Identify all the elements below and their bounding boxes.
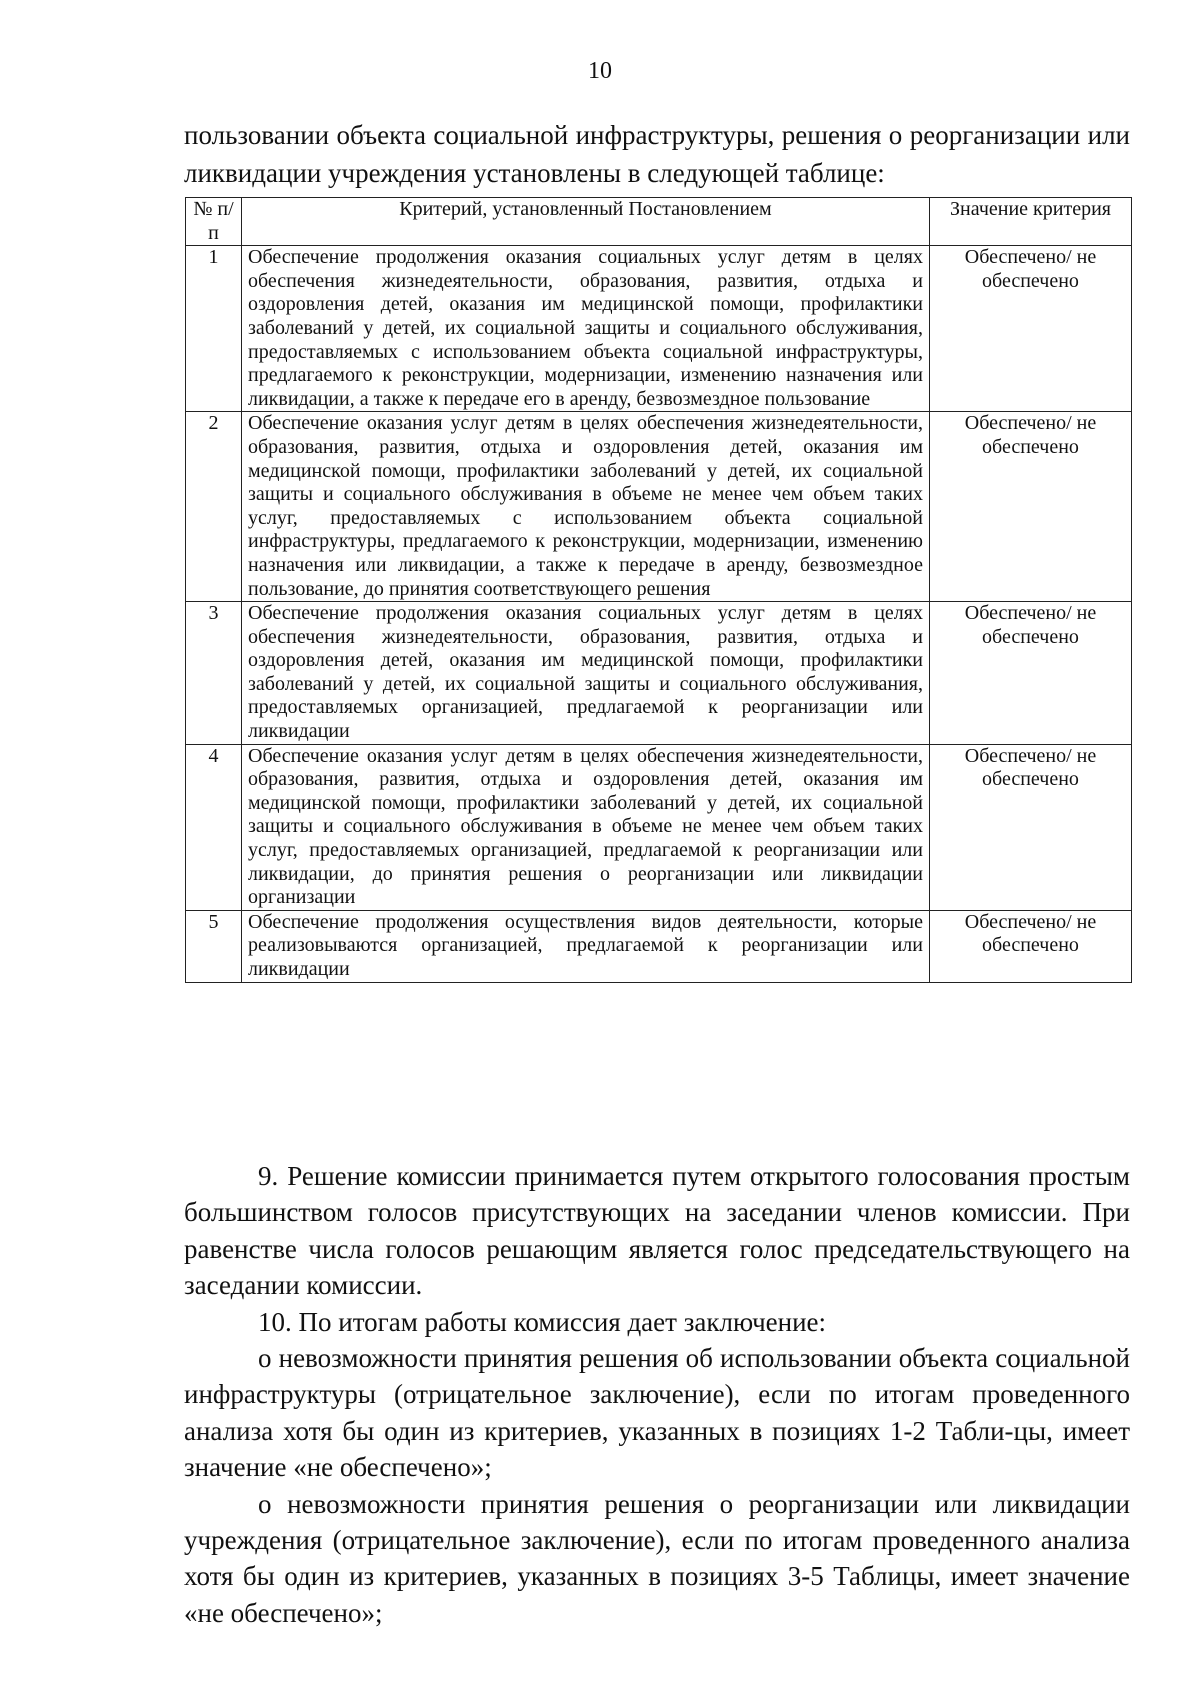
body-text xyxy=(184,1158,1130,1631)
row-value: Обеспечено/ не обеспечено xyxy=(930,246,1132,412)
paragraph-conclusion-infrastructure: о невозможности принятия решения об использовании объекта социальной инфраструктуры (отрицательное заключение), если по итогам проведенного анализа хотя бы один из критериев, указанных в позициях 1-2 Табли-цы, имеет значение «не обеспечено»; xyxy=(184,1343,1130,1483)
row-num: 2 xyxy=(186,412,242,602)
row-value: Обеспечено/ не обеспечено xyxy=(930,744,1132,910)
paragraph-item-9: 9. Решение комиссии принимается путем открытого голосования простым большинством голосов присутствующих на заседании членов комиссии. При равенстве числа голосов решающим является голос председательствующего на заседании комиссии. xyxy=(184,1161,1130,1301)
page-number: 10 xyxy=(588,58,612,84)
table-row xyxy=(186,602,1132,745)
row-criterion: Обеспечение оказания услуг детям в целях обеспечения жизнедеятельности, образования, развития, отдыха и оздоровления детей, оказания им медицинской помощи, профилактики заболеваний у детей, их социальной защиты и социального обслуживания в объеме не менее чем объем таких услуг, предоставляемых с использованием объекта социальной инфраструктуры, предлагаемого к реконструкции, модернизации, изменению назначения или ликвидации, а также к передаче в аренду, безвозмездное пользование, до принятия соответствующего решения xyxy=(242,412,930,602)
header-num: № п/п xyxy=(186,198,242,246)
table-row xyxy=(186,412,1132,602)
paragraph-item-10: 10. По итогам работы комиссия дает заключение: xyxy=(258,1306,827,1337)
row-criterion: Обеспечение продолжения оказания социальных услуг детям в целях обеспечения жизнедеятельности, образования, развития, отдыха и оздоровления детей, оказания им медицинской помощи, профилактики заболеваний у детей, их социальной защиты и социального обслуживания, предоставляемых с использованием объекта социальной инфраструктуры, предлагаемого к реконструкции, модернизации, изменению назначения или ликвидации, а также к передаче его в аренду, безвозмездное пользование xyxy=(242,246,930,412)
table-row xyxy=(186,910,1132,982)
row-criterion: Обеспечение продолжения оказания социальных услуг детям в целях обеспечения жизнедеятельности, образования, развития, отдыха и оздоровления детей, оказания им медицинской помощи, профилактики заболеваний у детей, их социальной защиты и социального обслуживания, предоставляемых организацией, предлагаемой к реорганизации или ликвидации xyxy=(242,602,930,745)
row-num: 5 xyxy=(186,910,242,982)
row-value: Обеспечено/ не обеспечено xyxy=(930,602,1132,745)
table-row xyxy=(186,246,1132,412)
row-num: 3 xyxy=(186,602,242,745)
criteria-table xyxy=(185,197,1132,983)
row-value: Обеспечено/ не обеспечено xyxy=(930,412,1132,602)
table-header-row xyxy=(186,198,1132,246)
row-num: 1 xyxy=(186,246,242,412)
paragraph-conclusion-reorganization: о невозможности принятия решения о реорганизации или ликвидации учреждения (отрицательное заключение), если по итогам проведенного анализа хотя бы один из критериев, указанных в позициях 3-5 Таблицы, имеет значение «не обеспечено»; xyxy=(184,1488,1130,1628)
intro-paragraph: пользовании объекта социальной инфраструктуры, решения о реорганизации или ликвидации учреждения установлены в следующей таблице: xyxy=(184,120,1130,188)
header-criterion: Критерий, установленный Постановлением xyxy=(242,198,930,246)
row-criterion: Обеспечение продолжения осуществления видов деятельности, которые реализовываются организацией, предлагаемой к реорганизации или ликвидации xyxy=(242,910,930,982)
row-value: Обеспечено/ не обеспечено xyxy=(930,910,1132,982)
table-row xyxy=(186,744,1132,910)
row-num: 4 xyxy=(186,744,242,910)
row-criterion: Обеспечение оказания услуг детям в целях обеспечения жизнедеятельности, образования, развития, отдыха и оздоровления детей, оказания им медицинской помощи, профилактики заболеваний у детей, их социальной защиты и социального обслуживания в объеме не менее чем объем таких услуг, предоставляемых организацией, предлагаемой к реорганизации или ликвидации, до принятия решения о реорганизации или ликвидации организации xyxy=(242,744,930,910)
header-value: Значение критерия xyxy=(930,198,1132,246)
